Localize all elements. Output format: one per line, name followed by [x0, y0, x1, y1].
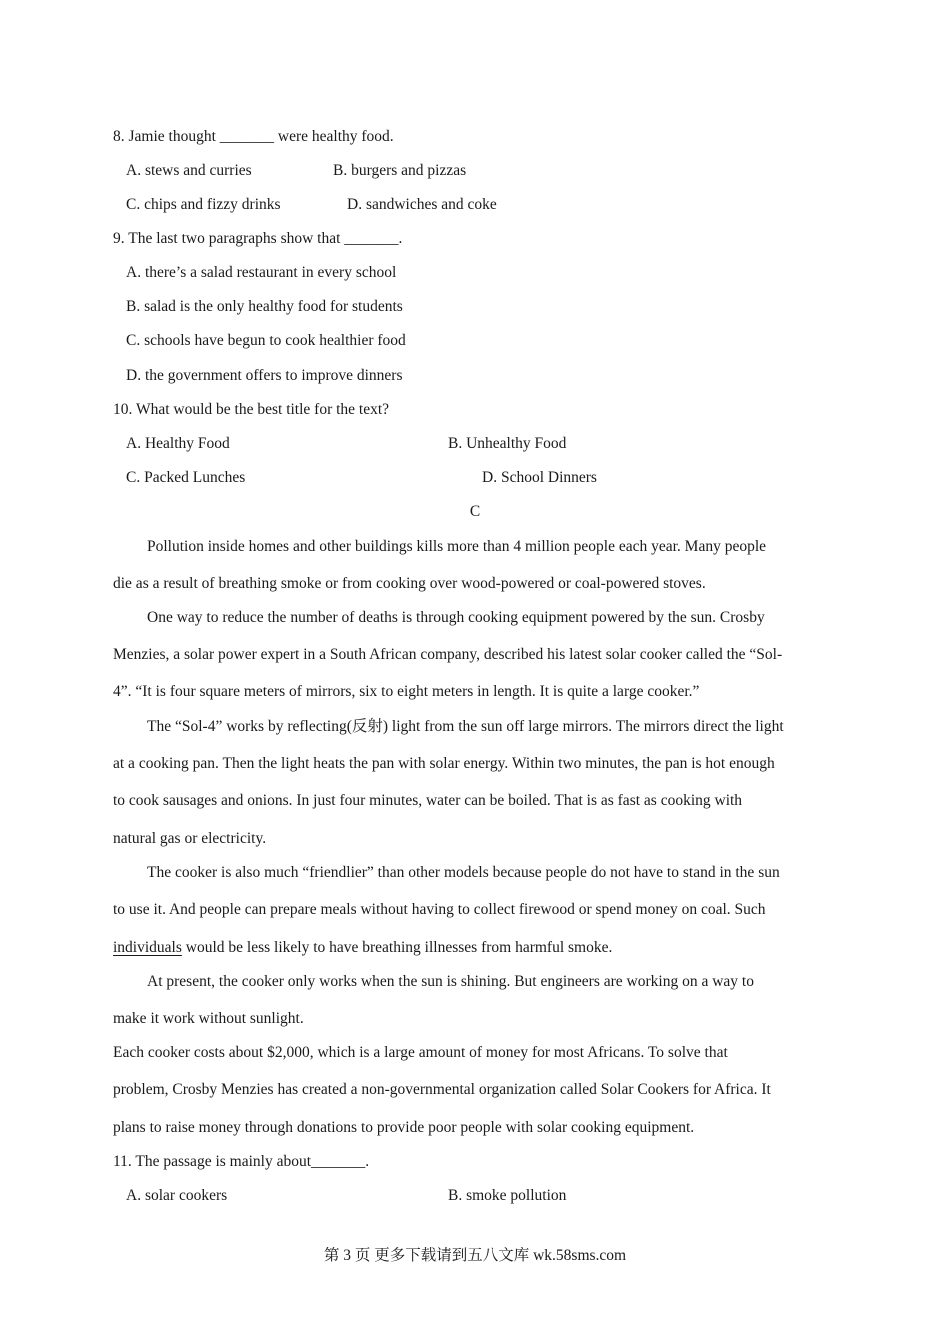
question-9-option-c: C. schools have begun to cook healthier food	[126, 332, 406, 349]
question-11-option-a: A. solar cookers	[126, 1187, 228, 1204]
question-10-stem: 10. What would be the best title for the text?	[113, 401, 390, 418]
passage-p1-line-2: die as a result of breathing smoke or from cooking over wood-powered or coal-powered stoves.	[113, 575, 706, 592]
question-9-option-d: D. the government offers to improve dinners	[126, 367, 403, 384]
passage-p2-line-2: Menzies, a solar power expert in a South African company, described his latest solar cooker called the “Sol-	[113, 646, 783, 663]
passage-p6-line-2: problem, Crosby Menzies has created a non-governmental organization called Solar Cookers for Africa. It	[113, 1081, 771, 1098]
passage-p2-line-1: One way to reduce the number of deaths is through cooking equipment powered by the sun. Crosby	[147, 609, 765, 626]
question-9-option-b: B. salad is the only healthy food for students	[126, 298, 403, 315]
question-8-option-a: A. stews and curries	[126, 162, 252, 179]
question-8-stem: 8. Jamie thought _______ were healthy food.	[113, 128, 394, 145]
passage-p6-line-3: plans to raise money through donations to provide poor people with solar cooking equipment.	[113, 1119, 695, 1136]
question-10-option-a: A. Healthy Food	[126, 435, 230, 452]
question-8-option-d: D. sandwiches and coke	[347, 196, 497, 213]
passage-p3-line-3: to cook sausages and onions. In just four minutes, water can be boiled. That is as fast as cooking with	[113, 792, 743, 809]
passage-p3-line-4: natural gas or electricity.	[113, 830, 267, 847]
passage-p4-line-1: The cooker is also much “friendlier” than other models because people do not have to stand in the sun	[147, 864, 780, 881]
passage-p6-line-1: Each cooker costs about $2,000, which is a large amount of money for most Africans. To solve that	[113, 1044, 728, 1061]
passage-p4-line-3-rest: would be less likely to have breathing illnesses from harmful smoke.	[181, 939, 613, 956]
passage-p2-line-3: 4”. “It is four square meters of mirrors, six to eight meters in length. It is quite a large cooker.”	[113, 683, 700, 700]
question-11-option-b: B. smoke pollution	[448, 1187, 567, 1204]
question-11-stem: 11. The passage is mainly about_______.	[113, 1153, 370, 1170]
passage-p3-line-1: The “Sol-4” works by reflecting(反射) light from the sun off large mirrors. The mirrors direct the light	[147, 718, 784, 735]
passage-p3-line-2: at a cooking pan. Then the light heats the pan with solar energy. Within two minutes, the pan is hot enough	[113, 755, 775, 772]
question-9-stem: 9. The last two paragraphs show that _______.	[113, 230, 403, 247]
question-8-option-c: C. chips and fizzy drinks	[126, 196, 281, 213]
question-9-option-a: A. there’s a salad restaurant in every school	[126, 264, 397, 281]
passage-p1-line-1: Pollution inside homes and other buildings kills more than 4 million people each year. Many people	[147, 538, 767, 555]
passage-p5-line-2: make it work without sunlight.	[113, 1010, 304, 1027]
question-10-option-c: C. Packed Lunches	[126, 469, 246, 486]
passage-p4-line-2: to use it. And people can prepare meals without having to collect firewood or spend money on coal. Such	[113, 901, 766, 918]
page-footer: 第 3 页 更多下载请到五八文库 wk.58sms.com	[323, 1247, 627, 1264]
question-10-option-b: B. Unhealthy Food	[448, 435, 567, 452]
passage-p4-line-3	[113, 938, 612, 958]
passage-p5-line-1: At present, the cooker only works when the sun is shining. But engineers are working on a way to	[147, 973, 754, 990]
underlined-word-individuals: individuals	[113, 939, 182, 956]
question-8-option-b: B. burgers and pizzas	[333, 162, 467, 179]
section-label: C	[469, 503, 481, 520]
question-10-option-d: D. School Dinners	[482, 469, 597, 486]
